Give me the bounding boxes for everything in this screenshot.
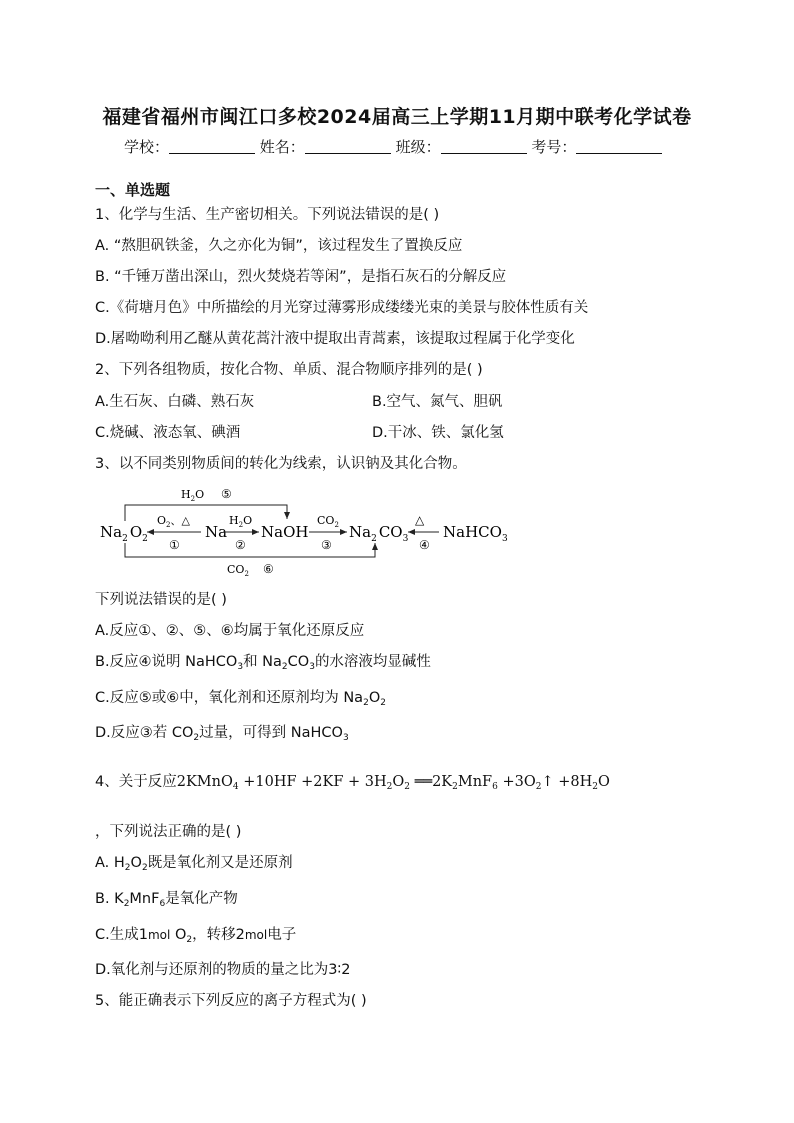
name-blank[interactable]: [305, 139, 391, 154]
page-title: 福建省福州市闽江口多校2024届高三上学期11月期中联考化学试卷: [102, 106, 692, 128]
nahco3-label: NaHCO$_3$: [443, 523, 508, 544]
arrow-5: [125, 505, 287, 521]
arrow-1-condition: $O_2$、△: [157, 514, 190, 529]
q1-option-d: D.屠呦呦利用乙醚从黄花蒿汁液中提取出青蒿素，该提取过程属于化学变化: [95, 331, 575, 347]
arrow-5-condition: $H_2O$: [181, 488, 205, 503]
q4-stem: 4、关于反应2KMnO$_4$ $+10HF +2KF + 3H_2O_2$ $══2K_2MnF_6$ $+3O_2↑ +8H_2O$: [95, 774, 610, 792]
arrow-5-number: ⑤: [221, 487, 232, 501]
na2o2-label: $Na_2$ $O_2$: [100, 523, 148, 544]
q3-option-d: D.反应③若 $CO_2$过量，可得到 NaHCO$_3$: [95, 725, 349, 743]
q4-option-b: B. $K_2MnF_6$是氧化产物: [95, 891, 238, 909]
q4-option-a: A. $H_2O_2$既是氧化剂又是还原剂: [95, 855, 293, 873]
q3-option-b: B.反应④说明 NaHCO$_3$和 $Na_2CO_3$的水溶液均显碱性: [95, 654, 431, 672]
arrow-6-condition: $CO_2$: [227, 563, 249, 578]
q2-option-b: B.空气、氮气、胆矾: [372, 394, 503, 410]
q3-option-a: A.反应①、②、⑤、⑥均属于氧化还原反应: [95, 623, 365, 639]
arrow-6: [125, 543, 375, 557]
sodium-conversion-diagram: [95, 483, 525, 583]
q2-option-a: A.生石灰、白磷、熟石灰: [95, 394, 255, 410]
class-label: 班级：: [395, 138, 441, 156]
q1-option-a: A. “熬胆矾铁釜，久之亦化为铜”，该过程发生了置换反应: [95, 238, 463, 254]
name-label: 姓名：: [259, 138, 305, 156]
class-blank[interactable]: [441, 139, 527, 154]
arrow-1-number: ①: [169, 538, 180, 552]
student-info-line: [124, 136, 662, 157]
q1-stem: 1、化学与生活、生产密切相关。下列说法错误的是( ): [95, 207, 440, 223]
q2-option-d: D.干冰、铁、氯化氢: [372, 425, 504, 441]
q2-option-c: C.烧碱、液态氧、碘酒: [95, 425, 241, 441]
arrow-4-number: ④: [419, 538, 430, 552]
q3-option-c: C.反应⑤或⑥中，氧化剂和还原剂均为 $Na_2O_2$: [95, 690, 386, 708]
school-label: 学校：: [124, 138, 170, 156]
number-blank[interactable]: [576, 139, 662, 154]
q3-prompt: 下列说法错误的是( ): [95, 592, 227, 608]
school-blank[interactable]: [169, 139, 255, 154]
na2co3-label: $Na_2$ $CO_3$: [349, 523, 409, 544]
q4-option-c: C.生成1mol $O_2$，转移2mol电子: [95, 927, 297, 945]
q3-stem: 3、以不同类别物质间的转化为线索，认识钠及其化合物。: [95, 456, 467, 472]
arrow-3-number: ③: [321, 538, 332, 552]
arrow-3-condition: $CO_2$: [317, 514, 339, 529]
arrow-2-condition: $H_2O$: [229, 514, 253, 529]
q1-option-c: C.《荷塘月色》中所描绘的月光穿过薄雾形成缕缕光束的美景与胶体性质有关: [95, 300, 589, 316]
arrow-6-number: ⑥: [263, 562, 274, 576]
q4-stem-continued: ，下列说法正确的是( ): [95, 824, 242, 840]
arrow-4-condition: △: [415, 513, 425, 527]
section-heading: 一、单选题: [95, 181, 171, 199]
naoh-label: NaOH: [261, 523, 309, 541]
q1-option-b: B. “千锤万凿出深山，烈火焚烧若等闲”，是指石灰石的分解反应: [95, 269, 507, 285]
q2-stem: 2、下列各组物质，按化合物、单质、混合物顺序排列的是( ): [95, 362, 483, 378]
arrow-2-number: ②: [235, 538, 246, 552]
q5-stem: 5、能正确表示下列反应的离子方程式为( ): [95, 993, 367, 1009]
q4-equation: 2KMnO$_4$ $+10HF +2KF + 3H_2O_2$ $══2K_2MnF_6$ $+3O_2↑ +8H_2O$: [176, 774, 610, 792]
na-label: Na: [205, 523, 228, 541]
q4-option-d: D.氧化剂与还原剂的物质的量之比为3∶2: [95, 962, 351, 978]
number-label: 考号：: [531, 138, 577, 156]
